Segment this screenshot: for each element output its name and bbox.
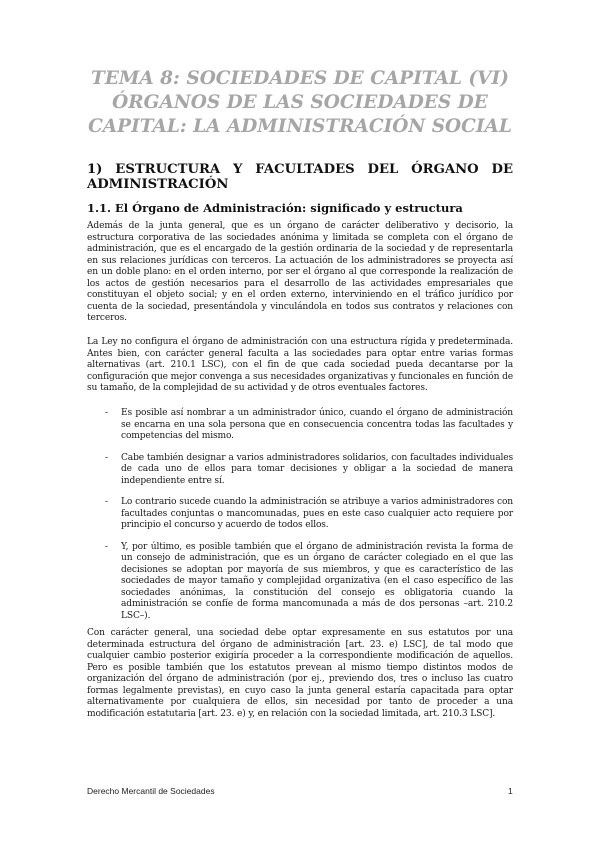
list-item: [87, 408, 513, 443]
list-item-text: Es posible así nombrar a un administrador único, cuando el órgano de administración se encarna en una sola persona que en consecuencia concentra todas las facultades y competencias del mismo.: [121, 408, 513, 441]
footer-course-name: Derecho Mercantil de Sociedades: [87, 786, 215, 796]
paragraph-structure: La Ley no configura el órgano de administración con una estructura rígida y predeterminada. Antes bien, con carácter general faculta a las sociedades para optar entre varias formas alternativas (art. 210.1 LSC), con el fin de que cada sociedad pueda decantarse por la configuración que mejor convenga a sus necesidades organizativas y funcionales en función de su tamaño, de la complejidad de su actividad y de otros eventuales factores.: [87, 337, 513, 393]
paragraph-intro: Además de la junta general, que es un órgano de carácter deliberativo y decisorio, la estructura corporativa de las sociedades anónima y limitada se completa con el órgano de administración, que es el encargado de la gestión ordinaria de la sociedad y de representarla en sus relaciones jurídicas con terceros. La actuación de los administradores se proyecta así en un doble plano: en el orden interno, por ser el órgano al que corresponde la realización de los actos de gestión necesarios para el desarrollo de las actividades empresariales que constituyan el objeto social; y en el orden externo, interviniendo en el tráfico jurídico por cuenta de la sociedad, presentándola y vinculándola en todos sus contratos y relaciones con terceros.: [87, 221, 513, 323]
list-item-text: Lo contrario sucede cuando la administración se atribuye a varios administradores con facultades conjuntas o mancomunadas, pues en este caso cualquier acto requiere por principio el concurso y acuerdo de todos ellos.: [121, 497, 513, 530]
list-bullet: -: [105, 408, 109, 418]
list-item: [87, 497, 513, 532]
list-item-text: Cabe también designar a varios administradores solidarios, con facultades individuales de cada uno de ellos para tomar decisiones y obligar a la sociedad de manera independiente entre sí.: [121, 452, 513, 486]
subsection-heading: 1.1. El Órgano de Administración: significado y estructura: [87, 201, 463, 215]
list-bullet: -: [105, 452, 109, 463]
administration-forms-list: [87, 408, 513, 632]
list-item: [87, 453, 513, 488]
paragraph-closing: Con carácter general, una sociedad debe optar expresamente en sus estatutos por una determinada estructura del órgano de administración [art. 23. e) LSC], de tal modo que cualquier cambio posterior exigiría proceder a la correspondiente modificación de aquellos. Pero es posible también que los estatutos prevean al mismo tiempo distintos modos de organización del órgano de administración (por ej., previendo dos, tres o incluso las cuatro formas legalmente previstas), en cuyo caso la junta general estaría capacitada para optar alternativamente por cualquiera de ellos, sin necesidad por tanto de proceder a una modificación estatutaria [art. 23. e) y, en relación con la sociedad limitada, art. 210.3 LSC].: [87, 628, 513, 719]
list-item-text: Y, por último, es posible también que el órgano de administración revista la forma de un consejo de administración, que es un órgano de carácter colegiado en el que las decisiones se adoptan por mayoría de sus miembros, y que es característico de las sociedades de mayor tamaño y complejidad organizativa (en el caso específico de las sociedades anónimas, la constitución del consejo es obligatoria cuando la administración se confíe de forma mancomunada a más de dos personas –art. 210.2 LSC–).: [121, 541, 513, 621]
document-title: TEMA 8: SOCIEDADES DE CAPITAL (VI) ÓRGANOS DE LAS SOCIEDADES DE CAPITAL: LA ADMINISTRACIÓN SOCIAL: [88, 68, 512, 137]
footer-page-number: 1: [508, 786, 513, 796]
list-bullet: -: [105, 497, 109, 507]
section-heading: 1) ESTRUCTURA Y FACULTADES DEL ÓRGANO DE ADMINISTRACIÓN: [87, 162, 513, 192]
list-bullet: -: [105, 541, 109, 552]
list-item: [87, 542, 513, 623]
